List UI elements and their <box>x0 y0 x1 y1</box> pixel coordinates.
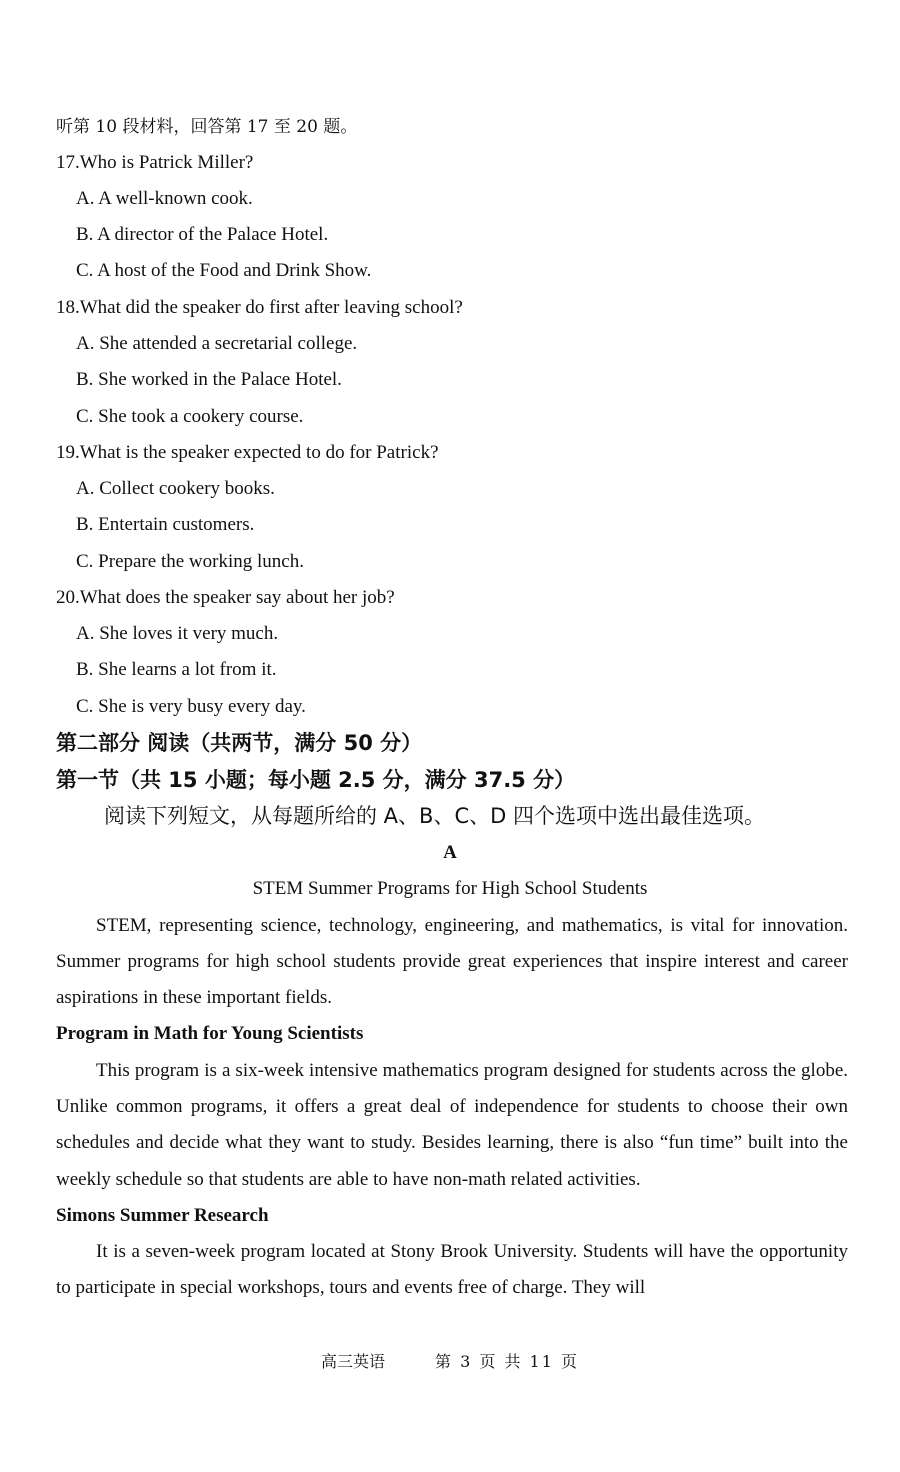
option: B. She learns a lot from it. <box>76 659 277 680</box>
footer-subject: 高三英语 <box>321 1352 386 1371</box>
option: C. She is very busy every day. <box>76 696 306 717</box>
passage-label: A <box>443 842 457 863</box>
option: C. She took a cookery course. <box>76 406 304 427</box>
question-stem: 18.What did the speaker do first after leaving school? <box>56 297 463 318</box>
question-stem: 17.Who is Patrick Miller? <box>56 152 254 173</box>
program-heading: Simons Summer Research <box>56 1205 269 1226</box>
question-stem: 20.What does the speaker say about her job? <box>56 587 395 608</box>
option: A. She attended a secretarial college. <box>76 333 358 354</box>
program-body: This program is a six-week intensive mathematics program designed for students across the globe. Unlike common programs, it offers a great deal of independence for students to choose their own schedules and decide what they want to study. Besides learning, there is also “fun time” built into the weekly schedule so that students are able to have non-math related activities. <box>56 1060 848 1190</box>
reading-instruction: 阅读下列短文，从每题所给的 A、B、C、D 四个选项中选出最佳选项。 <box>104 804 765 828</box>
option: B. Entertain customers. <box>76 514 255 535</box>
option: B. She worked in the Palace Hotel. <box>76 369 342 390</box>
program-body: It is a seven-week program located at Stony Brook University. Students will have the opportunity to participate in special workshops, tours and events free of charge. They will <box>56 1241 848 1299</box>
option: C. Prepare the working lunch. <box>76 551 304 572</box>
program-heading: Program in Math for Young Scientists <box>56 1023 364 1044</box>
option: B. A director of the Palace Hotel. <box>76 224 329 245</box>
footer-page-info: 第 3 页 共 11 页 <box>435 1352 579 1371</box>
question-stem: 19.What is the speaker expected to do for Patrick? <box>56 442 439 463</box>
part-title: 第二部分 阅读（共两节，满分 50 分） <box>56 731 423 755</box>
option: A. A well-known cook. <box>76 188 253 209</box>
page-footer <box>0 1349 900 1372</box>
intro-paragraph: STEM, representing science, technology, engineering, and mathematics, is vital for innovation. Summer programs for high school students provide great experiences that inspire interest and career aspirations in these important fields. <box>56 915 848 1009</box>
section-title: 第一节（共 15 小题；每小题 2.5 分，满分 37.5 分） <box>56 768 576 792</box>
option: A. She loves it very much. <box>76 623 279 644</box>
listening-intro: 听第 10 段材料，回答第 17 至 20 题。 <box>56 117 358 137</box>
passage-title: STEM Summer Programs for High School Students <box>252 878 648 899</box>
option: C. A host of the Food and Drink Show. <box>76 260 372 281</box>
option: A. Collect cookery books. <box>76 478 275 499</box>
